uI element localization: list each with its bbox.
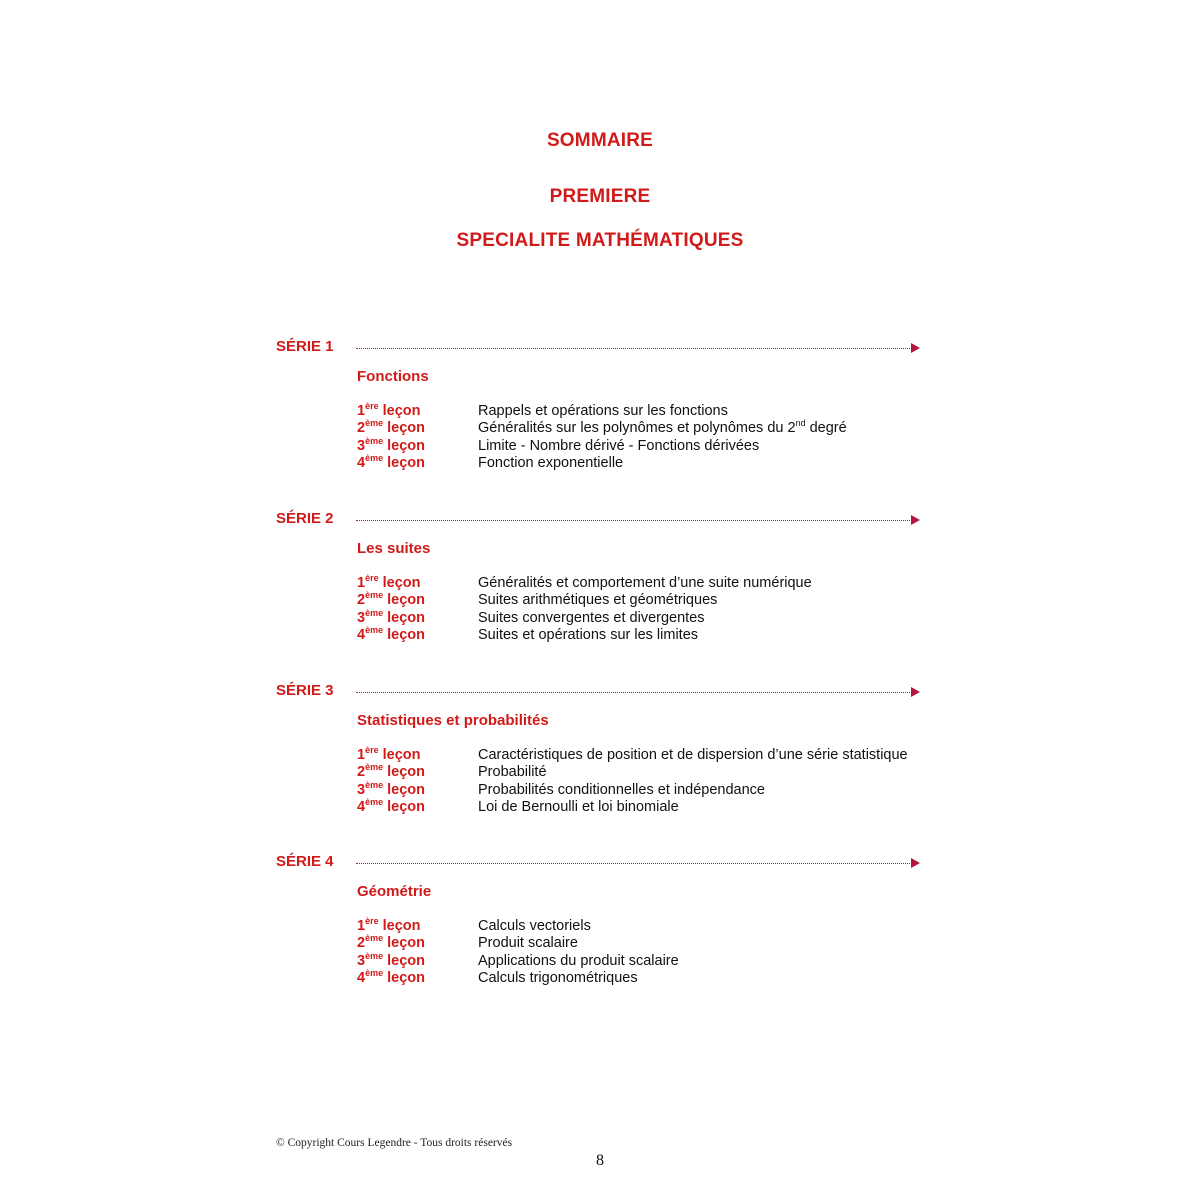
lesson-number: 2ème leçon xyxy=(357,933,425,952)
lesson-row xyxy=(357,607,937,627)
lesson-number: 1ère leçon xyxy=(357,745,421,763)
lesson-row xyxy=(357,592,937,609)
lesson-list xyxy=(357,403,937,472)
dotted-leader-line xyxy=(356,692,918,693)
lesson-row xyxy=(357,452,937,472)
serie-header xyxy=(276,338,936,358)
lesson-number: 2ème leçon xyxy=(357,590,425,609)
lesson-number: 3ème leçon xyxy=(357,435,425,454)
lesson-title: Suites arithmétiques et géométriques xyxy=(478,592,718,609)
lesson-number: 1ère leçon xyxy=(357,916,421,934)
serie-subject: Fonctions xyxy=(357,368,429,385)
lesson-number: 4ème leçon xyxy=(357,452,425,471)
lesson-list xyxy=(357,575,937,644)
lesson-row xyxy=(357,747,937,764)
arrow-right-icon xyxy=(911,343,920,353)
serie-section-4 xyxy=(276,853,936,986)
lesson-row xyxy=(357,403,937,420)
dotted-leader-line xyxy=(356,520,918,521)
lesson-number: 4ème leçon xyxy=(357,967,425,986)
dotted-leader-line xyxy=(356,863,918,864)
serie-header xyxy=(276,853,936,873)
serie-label: SÉRIE 4 xyxy=(276,853,334,870)
copyright-footer: © Copyright Cours Legendre - Tous droits réservés xyxy=(276,1137,513,1149)
lesson-list xyxy=(357,918,937,987)
lesson-row xyxy=(357,950,937,970)
lesson-number: 4ème leçon xyxy=(357,624,425,643)
serie-section-2 xyxy=(276,510,936,643)
lesson-number: 1ère leçon xyxy=(357,401,421,419)
subject-title: SPECIALITE MATHÉMATIQUES xyxy=(456,230,744,251)
arrow-right-icon xyxy=(911,687,920,697)
lesson-row xyxy=(357,779,937,799)
lesson-row xyxy=(357,967,937,987)
lesson-title: Applications du produit scalaire xyxy=(478,952,679,969)
lesson-number: 2ème leçon xyxy=(357,762,425,781)
serie-section-1 xyxy=(276,338,936,471)
lesson-title: Limite - Nombre dérivé - Fonctions dérivées xyxy=(478,437,760,454)
page-number: 8 xyxy=(596,1152,604,1169)
lesson-row xyxy=(357,764,937,781)
page-title: SOMMAIRE xyxy=(546,130,654,151)
lesson-number: 3ème leçon xyxy=(357,779,425,798)
serie-subject: Statistiques et probabilités xyxy=(357,712,549,729)
dotted-leader-line xyxy=(356,348,918,349)
lesson-title: Généralités et comportement d’une suite numérique xyxy=(478,575,812,591)
lesson-title: Fonction exponentielle xyxy=(478,454,624,471)
lesson-number: 3ème leçon xyxy=(357,950,425,969)
lesson-title: Suites convergentes et divergentes xyxy=(478,609,705,626)
lesson-row xyxy=(357,575,937,592)
serie-label: SÉRIE 1 xyxy=(276,338,334,355)
lesson-title: Suites et opérations sur les limites xyxy=(478,626,699,643)
lesson-title: Calculs vectoriels xyxy=(478,918,591,934)
lesson-row xyxy=(357,918,937,935)
lesson-title: Probabilité xyxy=(478,764,547,781)
arrow-right-icon xyxy=(911,858,920,868)
lesson-row xyxy=(357,435,937,455)
lesson-title: Probabilités conditionnelles et indépendance xyxy=(478,781,765,798)
lesson-row xyxy=(357,624,937,644)
serie-subject: Géométrie xyxy=(357,883,432,900)
lesson-title: Caractéristiques de position et de dispersion d’une série statistique xyxy=(478,747,908,763)
lesson-row xyxy=(357,935,937,952)
lesson-title: Loi de Bernoulli et loi binomiale xyxy=(478,798,679,815)
lesson-title: Rappels et opérations sur les fonctions xyxy=(478,403,728,419)
level-title: PREMIERE xyxy=(549,186,651,207)
lesson-title: Produit scalaire xyxy=(478,935,578,952)
lesson-number: 2ème leçon xyxy=(357,418,425,437)
serie-section-3 xyxy=(276,682,936,815)
lesson-title: Calculs trigonométriques xyxy=(478,969,638,986)
lesson-title: Généralités sur les polynômes et polynômes du 2nd degré xyxy=(478,418,847,437)
lesson-row xyxy=(357,420,937,437)
serie-subject: Les suites xyxy=(357,540,431,557)
lesson-number: 1ère leçon xyxy=(357,573,421,591)
lesson-list xyxy=(357,747,937,816)
lesson-number: 4ème leçon xyxy=(357,796,425,815)
serie-header xyxy=(276,510,936,530)
serie-label: SÉRIE 2 xyxy=(276,510,334,527)
lesson-number: 3ème leçon xyxy=(357,607,425,626)
arrow-right-icon xyxy=(911,515,920,525)
serie-header xyxy=(276,682,936,702)
lesson-row xyxy=(357,796,937,816)
serie-label: SÉRIE 3 xyxy=(276,682,334,699)
